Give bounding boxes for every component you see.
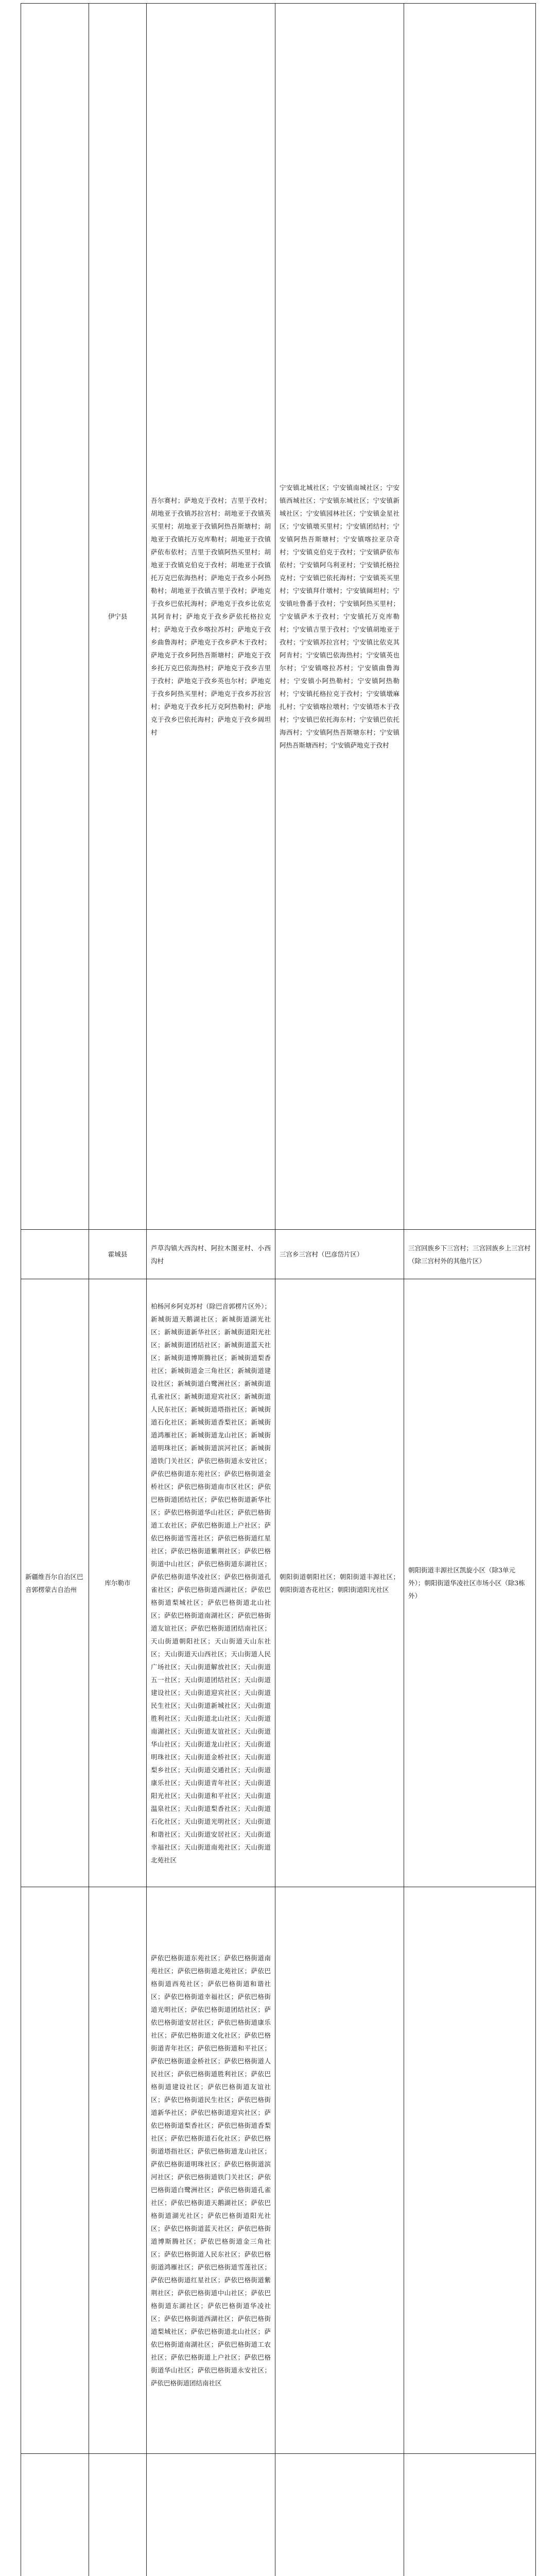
mid-risk-cell: 宁安镇北城社区；宁安镇南城社区；宁安镇西城社区；宁安镇东城社区；宁安镇新城社区；宁安镇园林社区；宁安镇金星社区；宁安镇墩买里村；宁安镇团结村；宁安镇阿热吾斯塘村；宁安镇喀拉亚尕奇村；宁安镇克伯克于孜村；宁安镇萨依布依村；宁安镇阿乌利亚村；宁安镇托格拉克村；宁安镇巴依托海村；宁安镇英买里村；宁安镇拜什墩村；宁安镇阔坦村；宁安镇吐鲁番于孜村；宁安镇阿热买里村；宁安镇萨木于孜村；宁安镇托万克库勒村；宁安镇吉里于孜村；宁安镇胡地亚于孜村；宁安镇苏拉宫村；宁安镇比依克其阿肯村；宁安镇巴依海热村；宁安镇英也尔村；宁安镇喀拉苏村；宁安镇曲鲁海村；宁安镇小阿热勒村；宁安镇阿热勒村；宁安镇托格拉克于孜村；宁安镇墩麻扎村；宁安镇喀拉墩村；宁安镇塔木于孜村；宁安镇巴依托海东村；宁安镇巴依托海西村；宁安镇阿热吾斯塘东村；宁安镇阿热吾斯塘西村；宁安镇萨地克于孜村 xyxy=(275,4,404,1230)
low-risk-cell: 三宫回族乡下三宫村；三宫回族乡上三宫村（除三宫村外的其他片区） xyxy=(404,1230,536,1279)
high-risk-cell: 芦草沟镇大西沟村、阿拉木图亚村、小西沟村 xyxy=(147,1230,275,1279)
mid-risk-cell: 朝阳街道朝阳社区；朝阳街道丰源社区；朝阳街道杏花社区；朝阳街道阳光社区 xyxy=(275,1279,404,1887)
document-page xyxy=(21,3,535,2576)
low-risk-cell xyxy=(404,4,536,1230)
table-row xyxy=(21,1887,536,2454)
region-cell xyxy=(21,4,89,1230)
low-risk-cell xyxy=(404,2454,536,2576)
mid-risk-cell xyxy=(275,2454,404,2576)
high-risk-cell: 吾尔赛村；萨地克于孜村；吉里于孜村；胡地亚于孜镇苏拉宫村；胡地亚于孜镇英买里村；胡地亚于孜镇阿热吾斯塘村；胡地亚于孜镇托万克库勒村；胡地亚于孜镇萨依布依村；吉里于孜镇阿热买里村；胡地亚于孜镇克伯克于孜村；胡地亚于孜镇托万克巴依海热村；萨地克于孜乡小阿热勒村；胡地亚于孜镇吉里于孜村；萨地克于孜乡巴依托海村；萨地克于孜乡比依克其阿肯村；萨地克于孜乡萨依托格拉克村；萨地克于孜乡喀拉苏村；萨地克于孜乡曲鲁海村；萨地克于孜乡萨木于孜村；萨地克于孜乡阿热吾斯塘村；萨地克于孜乡托万克巴依海热村；萨地克于孜乡吉里于孜村；萨地克于孜乡英也尔村；萨地克于孜乡阿热买里村；萨地克于孜乡苏拉宫村；萨地克于孜乡托万克阿热勒村；萨地克于孜乡巴依托海村；萨地克于孜乡阔坦村 xyxy=(147,4,275,1230)
high-risk-cell: 柏杨河乡阿克苏村（除巴音郭楞片区外）；新城街道天鹅湖社区；新城街道湖光社区；新城街道新华社区；新城街道阳光社区；新城街道团结社区；新城街道蓝天社区；新城街道博斯腾社区；新城街道梨香社区；新城街道金三角社区；新城街道建设社区；新城街道白鹭洲社区；新城街道孔雀社区；新城街道迎宾社区；新城街道人民东社区；新城街道塔指社区；新城街道石化社区；新城街道香梨社区；新城街道鸿雁社区；新城街道龙山社区；新城街道明珠社区；新城街道滨河社区；新城街道铁门关社区；萨依巴格街道永安社区；萨依巴格街道东苑社区；萨依巴格街道金桥社区；萨依巴格街道南市区社区；萨依巴格街道团结社区；萨依巴格街道新华社区；萨依巴格街道华山社区；萨依巴格街道工农社区；萨依巴格街道上户社区；萨依巴格街道雪莲社区；萨依巴格街道红星社区；萨依巴格街道紫荆社区；萨依巴格街道中山社区；萨依巴格街道东湖社区；萨依巴格街道华凌社区；萨依巴格街道孔雀社区；萨依巴格街道西湖社区；萨依巴格街道梨城社区；萨依巴格街道北山社区；萨依巴格街道南湖社区；萨依巴格街道友谊社区；萨依巴格街道团结南社区；天山街道朝阳社区；天山街道天山东社区；天山街道天山西社区；天山街道人民广场社区；天山街道解放社区；天山街道五一社区；天山街道团结社区；天山街道建设社区；天山街道迎宾社区；天山街道民生社区；天山街道新城社区；天山街道胜利社区；天山街道北山社区；天山街道南湖社区；天山街道友谊社区；天山街道华山社区；天山街道龙山社区；天山街道明珠社区；天山街道金桥社区；天山街道梨乡社区；天山街道交通社区；天山街道康乐社区；天山街道青年社区；天山街道阳光社区；天山街道和平社区；天山街道温泉社区；天山街道梨香社区；天山街道石化社区；天山街道光明社区；天山街道和谐社区；天山街道安居社区；天山街道幸福社区；天山街道南苑社区；天山街道北苑社区 xyxy=(147,1279,275,1887)
low-risk-cell xyxy=(404,1887,536,2454)
region-cell xyxy=(21,1230,89,1279)
table-row xyxy=(21,1230,536,1279)
table-row xyxy=(21,4,536,1230)
county-cell: 霍城县 xyxy=(89,1230,147,1279)
mid-risk-cell: 三宫乡三宫村（巴彦岱片区） xyxy=(275,1230,404,1279)
high-risk-cell: 萨依巴格街道东苑社区；萨依巴格街道南苑社区；萨依巴格街道北苑社区；萨依巴格街道西苑社区；萨依巴格街道和谐社区；萨依巴格街道幸福社区；萨依巴格街道光明社区；萨依巴格街道团结社区；萨依巴格街道安居社区；萨依巴格街道康乐社区；萨依巴格街道文化社区；萨依巴格街道青年社区；萨依巴格街道和平社区；萨依巴格街道金桥社区；萨依巴格街道人民社区；萨依巴格街道胜利社区；萨依巴格街道建设社区；萨依巴格街道友谊社区；萨依巴格街道民生社区；萨依巴格街道新华社区；萨依巴格街道迎宾社区；萨依巴格街道梨香社区；萨依巴格街道香梨社区；萨依巴格街道石化社区；萨依巴格街道塔指社区；萨依巴格街道龙山社区；萨依巴格街道明珠社区；萨依巴格街道滨河社区；萨依巴格街道铁门关社区；萨依巴格街道白鹭洲社区；萨依巴格街道孔雀社区；萨依巴格街道天鹅湖社区；萨依巴格街道湖光社区；萨依巴格街道阳光社区；萨依巴格街道蓝天社区；萨依巴格街道博斯腾社区；萨依巴格街道金三角社区；萨依巴格街道人民东社区；萨依巴格街道鸿雁社区；萨依巴格街道雪莲社区；萨依巴格街道红星社区；萨依巴格街道紫荆社区；萨依巴格街道中山社区；萨依巴格街道东湖社区；萨依巴格街道华凌社区；萨依巴格街道西湖社区；萨依巴格街道梨城社区；萨依巴格街道北山社区；萨依巴格街道南湖社区；萨依巴格街道工农社区；萨依巴格街道上户社区；萨依巴格街道华山社区；萨依巴格街道永安社区；萨依巴格街道团结南社区 xyxy=(147,1887,275,2454)
table-row xyxy=(21,1279,536,1887)
region-cell xyxy=(21,1887,89,2454)
region-cell: 新疆维吾尔自治区巴音郭楞蒙古自治州 xyxy=(21,1279,89,1887)
county-cell xyxy=(89,2454,147,2576)
risk-area-table xyxy=(21,3,536,2576)
mid-risk-cell xyxy=(275,1887,404,2454)
high-risk-cell xyxy=(147,2454,275,2576)
low-risk-cell: 朝阳街道丰源社区凯旋小区（除3单元外）；朝阳街道华凌社区市场小区（除3栋外） xyxy=(404,1279,536,1887)
county-cell xyxy=(89,1887,147,2454)
region-cell xyxy=(21,2454,89,2576)
table-row xyxy=(21,2454,536,2576)
county-cell: 库尔勒市 xyxy=(89,1279,147,1887)
county-cell: 伊宁县 xyxy=(89,4,147,1230)
